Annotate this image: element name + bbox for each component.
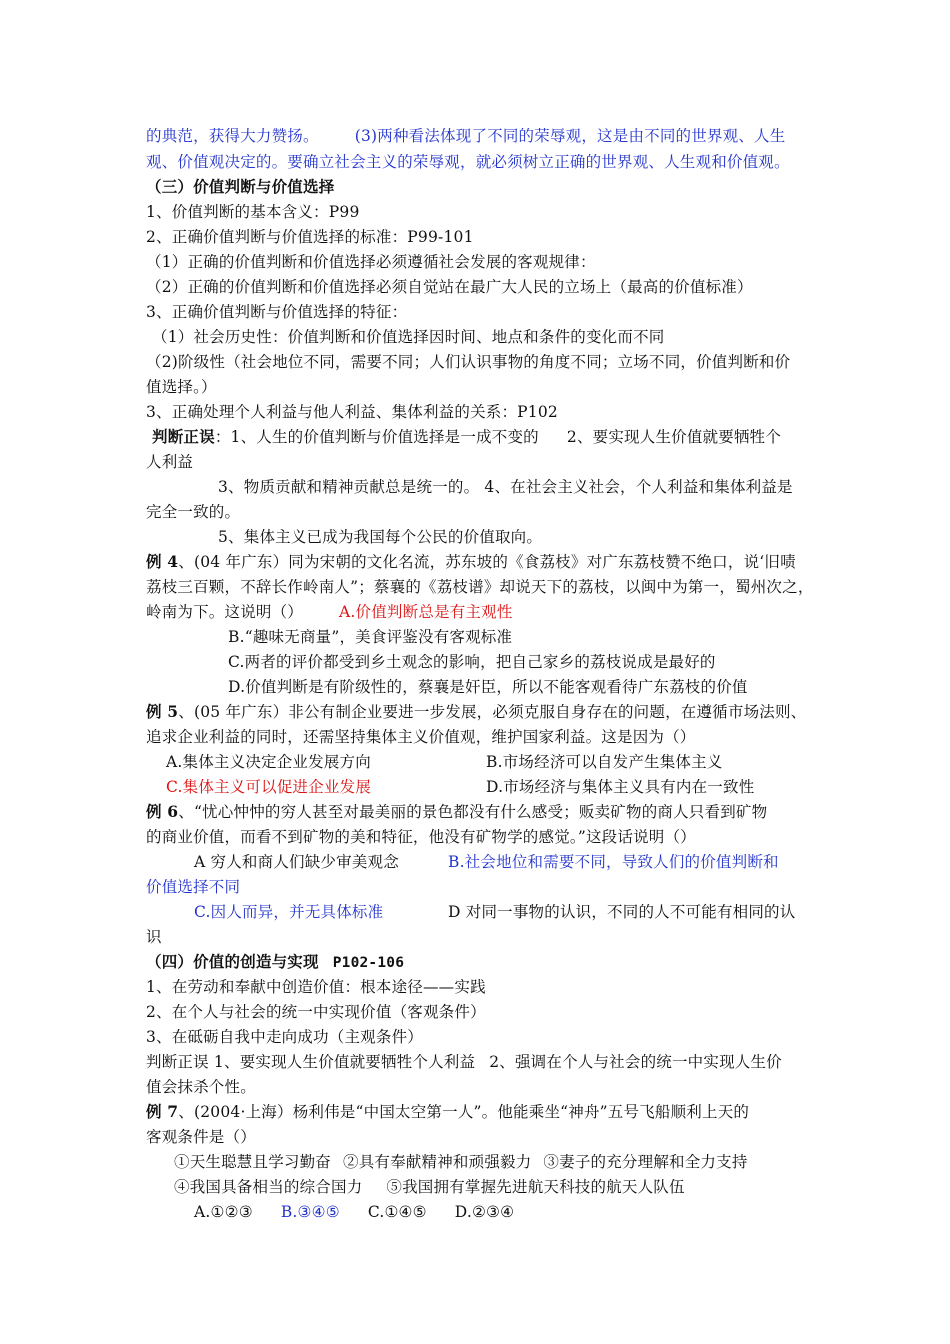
point-2-sub-2: （2）正确的价值判断和价值选择必须自觉站在最广大人民的立场上（最高的价值标准） bbox=[146, 278, 753, 296]
example-6-option-b-cont: 价值选择不同 bbox=[146, 878, 241, 896]
example-4-option-d: D.价值判断是有阶级性的，蔡襄是奸臣，所以不能客观看待广东荔枝的价值 bbox=[228, 678, 748, 696]
judge-line-1: 判断正误：1、人生的价值判断与价值选择是一成不变的 2、要实现人生价值就要牺牲个 bbox=[152, 427, 782, 446]
section-4-point-2: 2、在个人与社会的统一中实现价值（客观条件） bbox=[146, 1003, 486, 1021]
point-3: 3、正确价值判断与价值选择的特征： bbox=[146, 303, 408, 321]
example-6-option-d-cont: 识 bbox=[146, 928, 162, 946]
judge-line-4: 完全一致的。 bbox=[146, 503, 241, 521]
example-7-option-a: A.①②③ bbox=[194, 1203, 253, 1221]
example-5-option-a: A.集体主义决定企业发展方向 bbox=[166, 753, 371, 771]
section-4-judge-line-1: 判断正误 1、要实现人生价值就要牺牲个人利益 2、强调在个人与社会的统一中实现人生价 bbox=[146, 1053, 782, 1071]
example-4-line-1: 例 4、(04 年广东）同为宋朝的文化名流，苏东坡的《食荔枝》对广东荔枝赞不绝口，说‘旧啧 bbox=[146, 552, 796, 571]
point-2: 2、正确价值判断与价值选择的标准：P99-101 bbox=[146, 228, 474, 246]
section-title-3: （三）价值判断与价值选择 bbox=[146, 177, 335, 196]
example-6-option-d: D 对同一事物的认识，不同的人不可能有相同的认 bbox=[448, 903, 796, 921]
answer-line-1: 的典范，获得大力赞扬。 (3)两种看法体现了不同的荣辱观，这是由不同的世界观、人生 bbox=[146, 127, 786, 145]
example-4-option-b: B.“趣味无商量”，美食评鉴没有客观标准 bbox=[228, 628, 513, 646]
example-5-option-d: D.市场经济与集体主义具有内在一致性 bbox=[486, 778, 755, 796]
example-6-line-1: 例 6、“忧心忡忡的穷人甚至对最美丽的景色都没有什么感受；贩卖矿物的商人只看到矿物 bbox=[146, 802, 768, 821]
section-4-point-1: 1、在劳动和奉献中创造价值：根本途径——实践 bbox=[146, 978, 486, 996]
example-7-options bbox=[194, 1200, 514, 1224]
point-1: 1、价值判断的基本含义：P99 bbox=[146, 203, 360, 221]
example-7-choices-line-2: ④我国具备相当的综合国力 ⑤我国拥有掌握先进航天科技的航天人队伍 bbox=[174, 1178, 685, 1196]
judge-line-3: 3、物质贡献和精神贡献总是统一的。 4、在社会主义社会，个人利益和集体利益是 bbox=[218, 478, 793, 496]
point-2-sub-1: （1）正确的价值判断和价值选择必须遵循社会发展的客观规律： bbox=[146, 253, 596, 271]
judge-line-2: 人利益 bbox=[146, 453, 194, 471]
example-6-option-b: B.社会地位和需要不同，导致人们的价值判断和 bbox=[448, 853, 779, 871]
example-5-line-2: 追求企业利益的同时，还需坚持集体主义价值观，维护国家利益。这是因为（） bbox=[146, 728, 696, 746]
example-4-option-a: A.价值判断总是有主观性 bbox=[339, 603, 513, 621]
section-4-judge-line-2: 值会抹杀个性。 bbox=[146, 1078, 256, 1096]
section-title-4: （四）价值的创造与实现 P102-106 bbox=[146, 952, 405, 971]
example-7-line-1: 例 7、(2004·上海）杨利伟是“中国太空第一人”。他能乘坐“神舟”五号飞船顺利上天的 bbox=[146, 1102, 750, 1121]
point-3-sub-2-line-2: 值选择。） bbox=[146, 378, 217, 396]
example-7-option-b: B.③④⑤ bbox=[280, 1203, 340, 1221]
point-3-sub-2-line-1: （2)阶级性（社会地位不同，需要不同；人们认识事物的角度不同；立场不同，价值判断和价 bbox=[146, 353, 791, 371]
example-6-line-2: 的商业价值，而看不到矿物的美和特征，他没有矿物学的感觉。”这段话说明（） bbox=[146, 828, 696, 846]
point-3-sub-1: （1）社会历史性：价值判断和价值选择因时间、地点和条件的变化而不同 bbox=[152, 328, 665, 346]
example-4-line-3: 岭南为下。这说明（） A.价值判断总是有主观性 bbox=[146, 603, 513, 621]
example-4-option-c: C.两者的评价都受到乡土观念的影响，把自己家乡的荔枝说成是最好的 bbox=[228, 653, 716, 671]
example-5-option-b: B.市场经济可以自发产生集体主义 bbox=[486, 753, 723, 771]
example-4-line-2: 荔枝三百颗，不辞长作岭南人”；蔡襄的《荔枝谱》却说天下的荔枝，以闽中为第一，蜀州次之， bbox=[146, 578, 814, 596]
section-4-point-3: 3、在砥砺自我中走向成功（主观条件） bbox=[146, 1028, 423, 1046]
example-7-option-c: C.①④⑤ bbox=[367, 1203, 427, 1221]
answer-line-2: 观、价值观决定的。要确立社会主义的荣辱观，就必须树立正确的世界观、人生观和价值观。 bbox=[146, 153, 790, 171]
example-5-option-c: C.集体主义可以促进企业发展 bbox=[166, 778, 372, 796]
example-7-option-d: D.②③④ bbox=[454, 1203, 515, 1221]
example-7-choices-line-1: ①天生聪慧且学习勤奋 ②具有奉献精神和顽强毅力 ③妻子的充分理解和全力支持 bbox=[174, 1153, 748, 1171]
example-6-option-a: A 穷人和商人们缺少审美观念 bbox=[194, 853, 399, 871]
example-5-line-1: 例 5、(05 年广东）非公有制企业要进一步发展，必须克服自身存在的问题，在遵循市场法则、 bbox=[146, 702, 807, 721]
example-7-line-2: 客观条件是（） bbox=[146, 1128, 256, 1146]
judge-line-5: 5、集体主义已成为我国每个公民的价值取向。 bbox=[218, 528, 543, 546]
example-6-option-c: C.因人而异，并无具体标准 bbox=[194, 903, 384, 921]
point-4: 3、正确处理个人利益与他人利益、集体利益的关系：P102 bbox=[146, 403, 558, 421]
